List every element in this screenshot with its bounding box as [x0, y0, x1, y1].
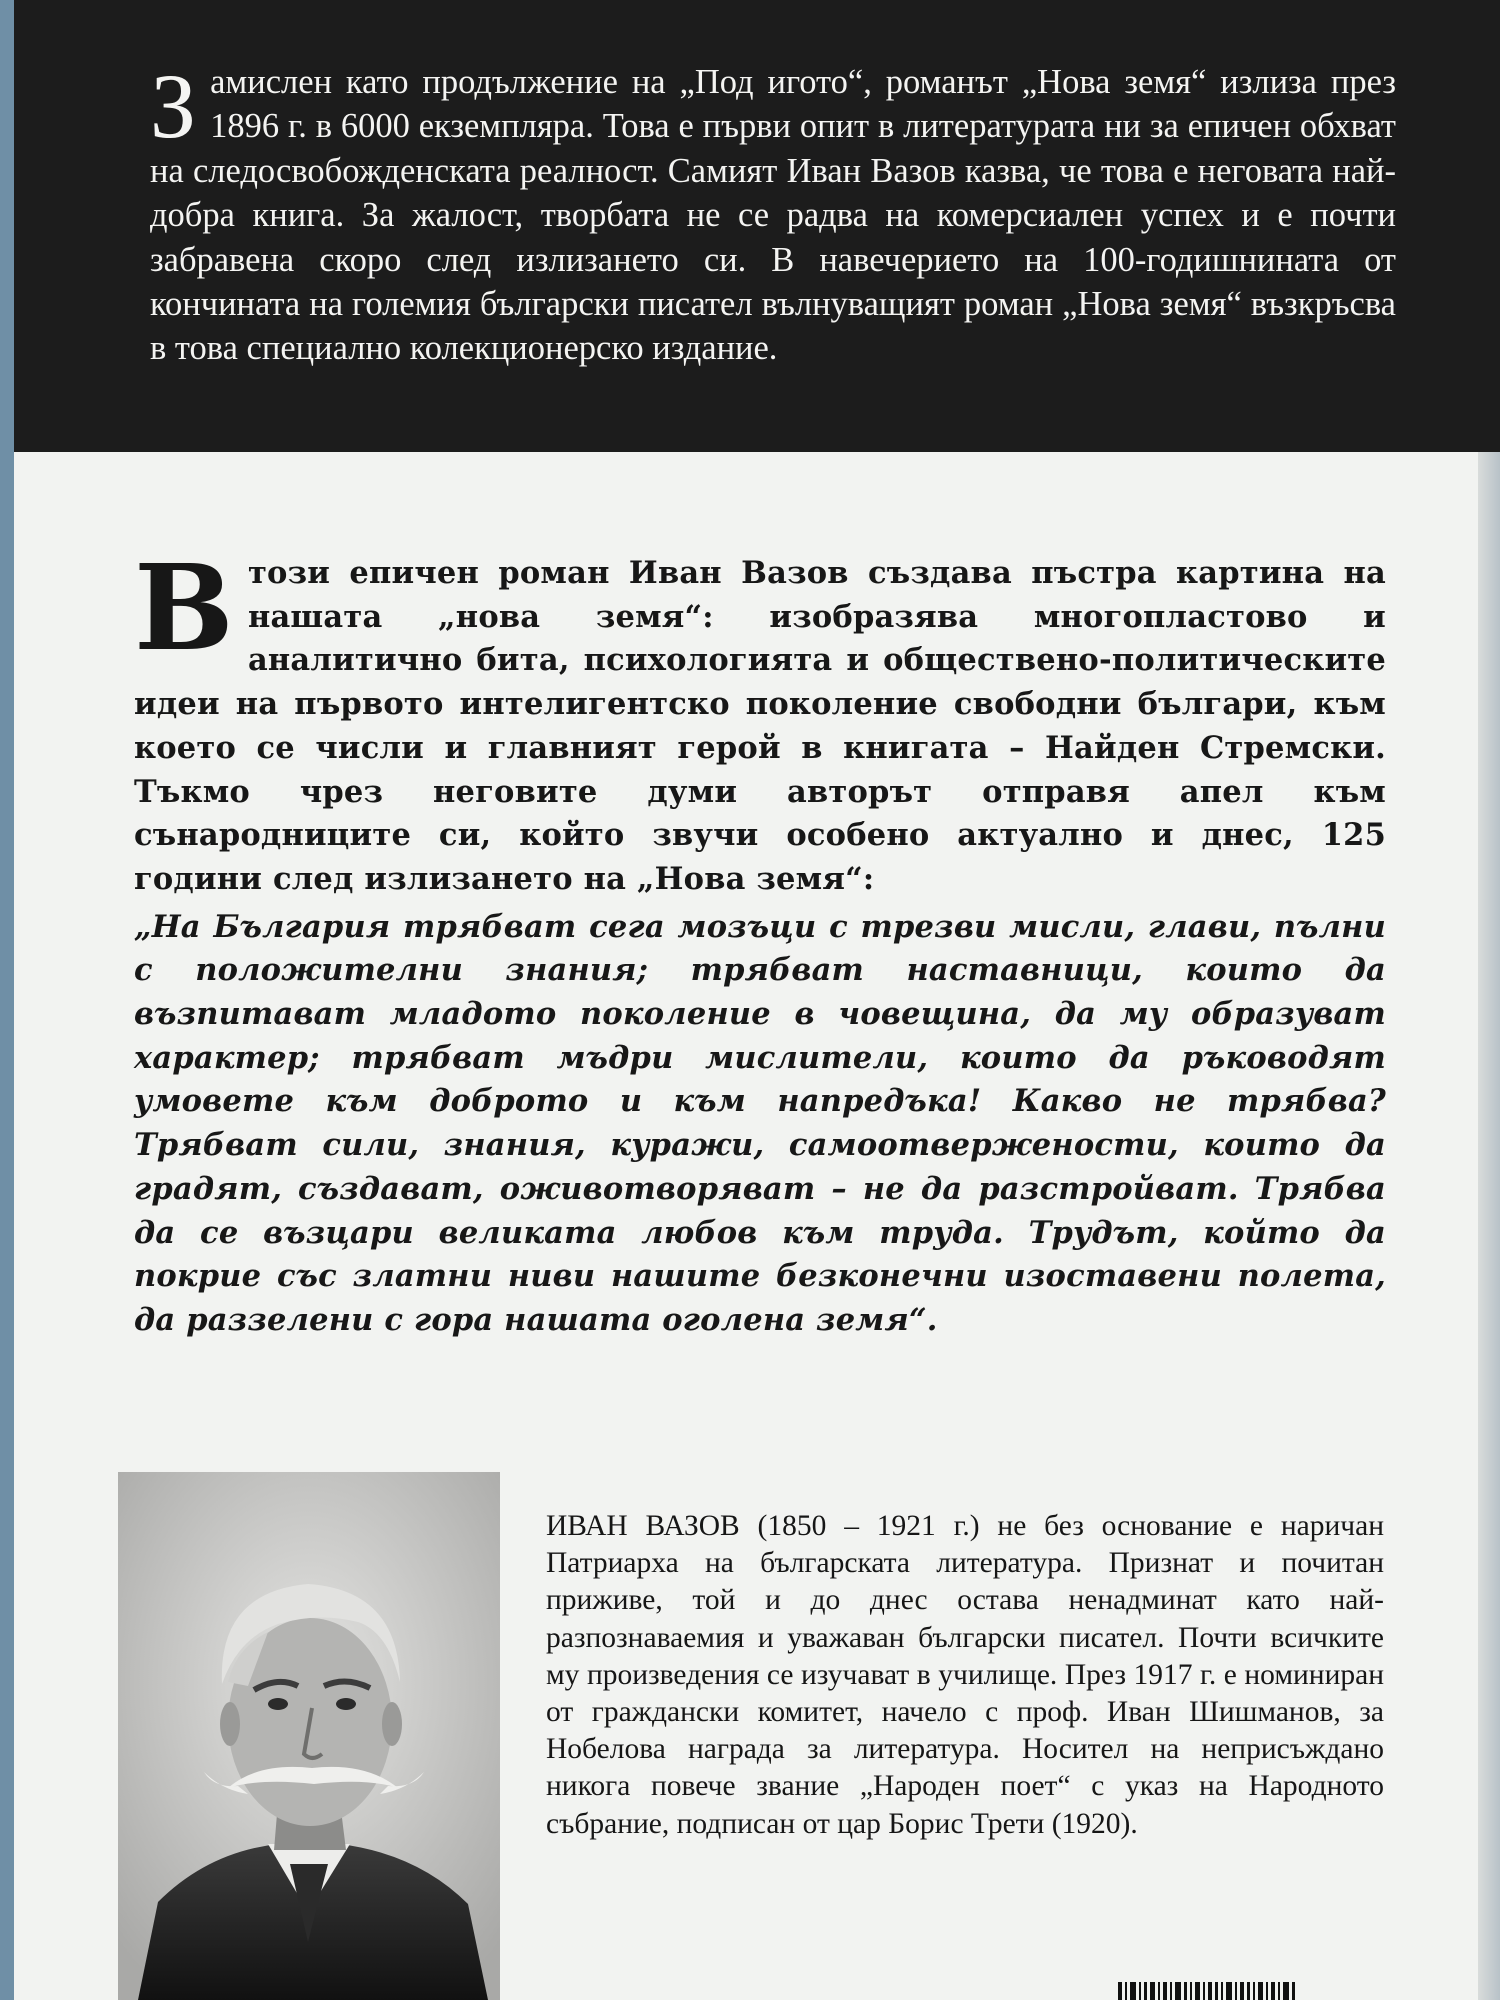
top-blurb-panel	[14, 0, 1500, 452]
author-bio	[546, 1508, 1384, 1843]
photo-edge-right	[1478, 450, 1500, 2000]
top-blurb-paragraph	[150, 55, 1396, 371]
novel-description-dropcap: В	[134, 538, 234, 677]
author-portrait-image	[118, 1472, 500, 2000]
barcode	[1118, 1982, 1318, 2000]
novel-description-paragraph	[134, 538, 1386, 902]
novel-description	[134, 538, 1386, 1343]
author-bio-text: (1850 – 1921 г.) не без основание е наричан Патриарха на българската литература. Признат и почитан приживе, той и до днес остава ненадминат като най-разпознаваемия и уважаван български писател. Почти всичките му произведения се изучават в училище. През 1917 г. е номиниран от граждански комитет, начело с проф. Иван Шишманов, за Нобелова награда за литература. Носител на неприсъждано никога повече звание „Народен поет“ с указ на Народното събрание, подписан от цар Борис Трети (1920).	[546, 1510, 1384, 1840]
novel-description-text: този епичен роман Иван Вазов създава пъстра картина на нашата „нова земя“: изобразява многопластово и аналитично бита, психологията и обществено-политическите идеи на първото интелигентско поколение свободни българи, към което се числи и главният герой в книгата – Найден Стремски. Тъкмо чрез неговите думи авторът отправя апел към сънародниците си, който звучи особено актуално и днес, 125 години след излизането на „Нова земя“:	[134, 555, 1386, 897]
top-blurb-dropcap: З	[150, 55, 197, 157]
author-portrait	[118, 1472, 500, 2000]
photo-edge-left	[0, 0, 14, 2000]
top-blurb-text: амислен като продължение на „Под игото“, романът „Нова земя“ излиза през 1896 г. в 6000 екземпляра. Това е първи опит в литературата ни за епичен обхват на следосвобожденската реалност. Самият Иван Вазов казва, че това е неговата най-добра книга. За жалост, творбата не се радва на комерсиален успех и е почти забравена скоро след излизането си. В навечерието на 100-годишнината от кончината на големия български писател вълнуващият роман „Нова земя“ възкръсва в това специално колекционерско издание.	[150, 63, 1396, 368]
author-name: ИВАН ВАЗОВ	[546, 1510, 740, 1542]
novel-quote: „На България трябват сега мозъци с трезви мисли, глави, пълни с положителни знания; трябват наставници, които да възпитават младото поколение в човещина, да му образуват характер; трябват мъдри мислители, които да ръководят умовете към доброто и към напредъка! Какво не трябва? Трябват сили, знания, куражи, самоотвержености, които да градят, създават, оживотворяват – не да разстройват. Трябва да се възцари великата любов към труда. Трудът, който да покрие със златни ниви нашите безконечни изоставени полета, да раззелени с гора нашата оголена земя“.	[134, 908, 1386, 1338]
